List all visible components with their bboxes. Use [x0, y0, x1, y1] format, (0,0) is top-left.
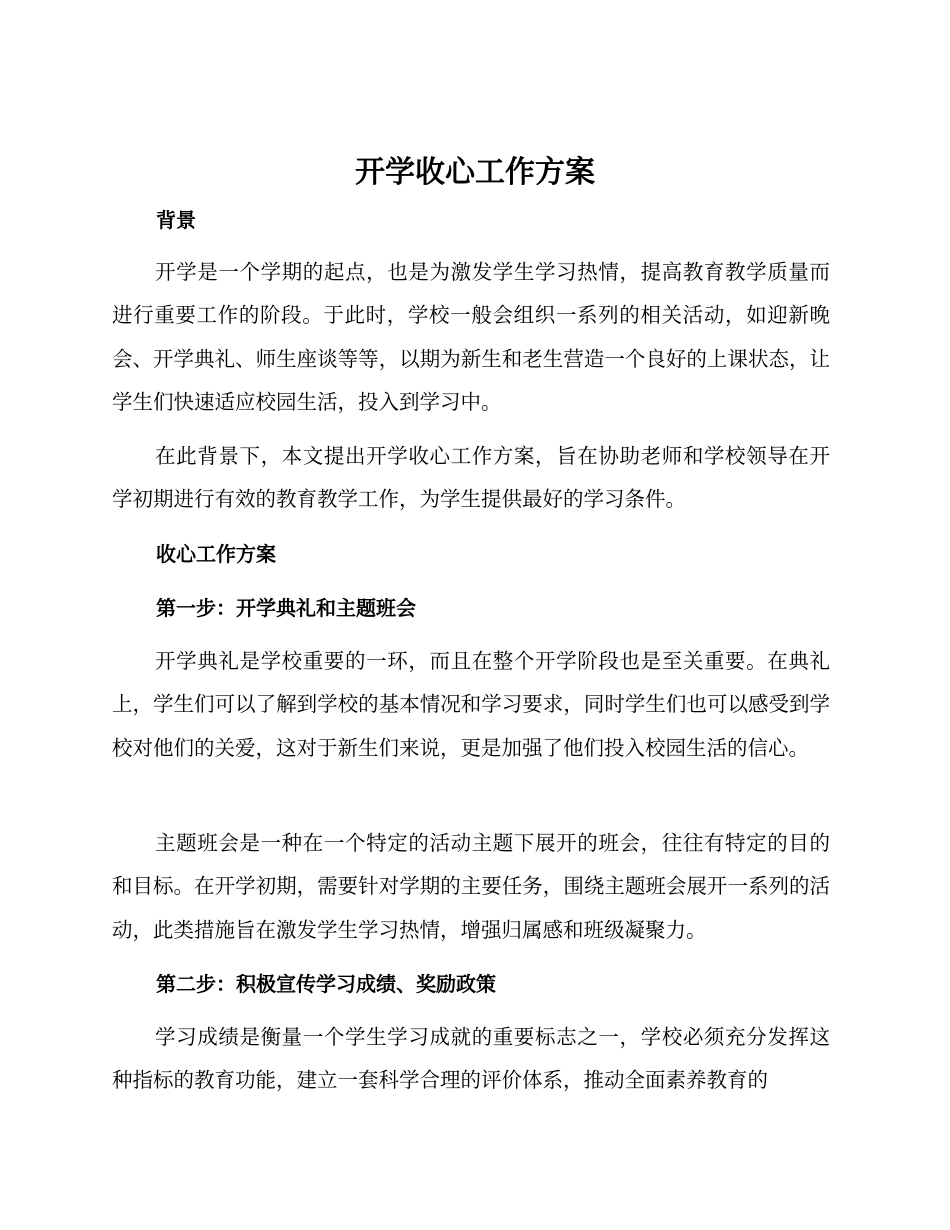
- paragraph-background-1: 开学是一个学期的起点，也是为激发学生学习热情，提高教育教学质量而进行重要工作的阶段。于此时，学校一般会组织一系列的相关活动，如迎新晚会、开学典礼、师生座谈等等，以期为新生和老生营造一个良好的上课状态，让学生们快速适应校园生活，投入到学习中。: [112, 260, 830, 414]
- paragraph-step1-classmeeting: 主题班会是一种在一个特定的活动主题下展开的班会，往往有特定的目的和目标。在开学初期，需要针对学期的主要任务，围绕主题班会展开一系列的活动，此类措施旨在激发学生学习热情，增强归属感和班级凝聚力。: [112, 831, 830, 942]
- section-heading-plan: 收心工作方案: [156, 542, 276, 566]
- step-heading-1: 第一步：开学典礼和主题班会: [156, 596, 416, 620]
- document-title: 开学收心工作方案: [355, 155, 595, 190]
- step-heading-2: 第二步：积极宣传学习成绩、奖励政策: [156, 972, 496, 996]
- paragraph-step2-grades: 学习成绩是衡量一个学生学习成就的重要标志之一，学校必须充分发挥这种指标的教育功能，建立一套科学合理的评价体系，推动全面素养教育的: [112, 1025, 830, 1093]
- section-heading-background: 背景: [156, 208, 196, 232]
- paragraph-background-2: 在此背景下，本文提出开学收心工作方案，旨在协助老师和学校领导在开学初期进行有效的教育教学工作，为学生提供最好的学习条件。: [112, 444, 830, 512]
- paragraph-step1-ceremony: 开学典礼是学校重要的一环，而且在整个开学阶段也是至关重要。在典礼上，学生们可以了解到学校的基本情况和学习要求，同时学生们也可以感受到学校对他们的关爱，这对于新生们来说，更是加强了他们投入校园生活的信心。: [112, 649, 830, 760]
